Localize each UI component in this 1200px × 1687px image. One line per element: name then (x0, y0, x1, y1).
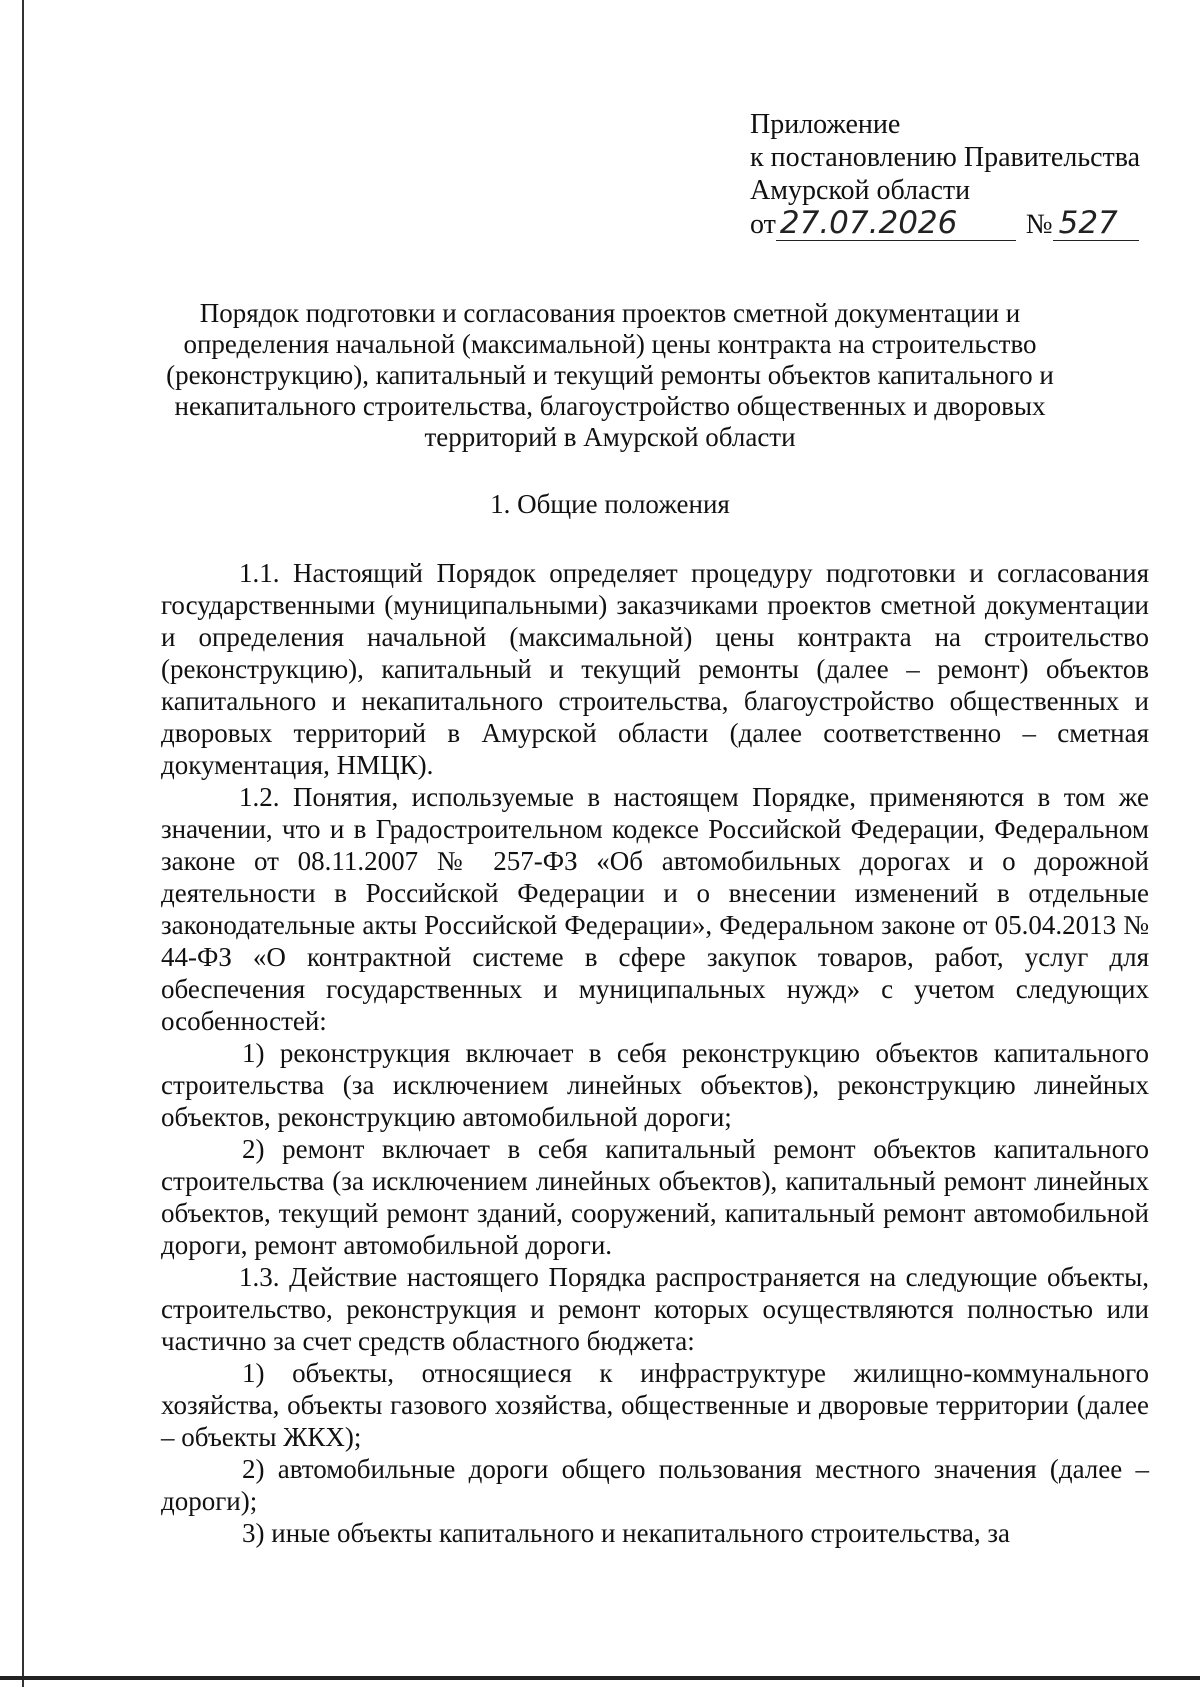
list-item: 2) автомобильные дороги общего пользования местного значения (далее – дороги); (161, 1454, 1149, 1516)
page-left-edge (22, 0, 24, 1687)
date-number-row (750, 207, 1140, 241)
document-body (161, 557, 1149, 1549)
appendix-label: Приложение (750, 109, 901, 140)
list-item: 2) ремонт включает в себя капитальный ремонт объектов капитального строительства (за исключением линейных объектов), капитальный ремонт линейных объектов, текущий ремонт зданий, сооружений, капитальный ремонт автомобильной дороги, ремонт автомобильной дороги. (161, 1134, 1149, 1260)
page-bottom-edge (0, 1676, 1200, 1680)
paragraph-1-1: 1.1. Настоящий Порядок определяет процедуру подготовки и согласования государственными (муниципальными) заказчиками проектов сметной документации и определения начальной (максимальной) цены контракта на строительство (реконструкцию), капитальный и текущий ремонты (далее – ремонт) объектов капитального и некапитального строительства, благоустройство общественных и дворовых территорий в Амурской области (далее соответственно – сметная документация, НМЦК). (161, 558, 1149, 780)
list-item: 1) реконструкция включает в себя реконструкцию объектов капитального строительства (за исключением линейных объектов), реконструкцию линейных объектов, реконструкцию автомобильной дороги; (161, 1038, 1149, 1132)
list-item: 1) объекты, относящиеся к инфраструктуре жилищно-коммунального хозяйства, объекты газового хозяйства, общественные и дворовые территории (далее – объекты ЖКХ); (161, 1358, 1149, 1452)
section-heading: 1. Общие положения (490, 489, 730, 519)
appendix-header (750, 108, 1140, 241)
paragraph-1-2: 1.2. Понятия, используемые в настоящем Порядке, применяются в том же значении, что и в Градостроительном кодексе Российской Федерации, Федеральном законе от 08.11.2007 № 257-ФЗ «Об автомобильных дорогах и о дорожной деятельности в Российской Федерации и о внесении изменений в отдельные законодательные акты Российской Федерации», Федеральном законе от 05.04.2013 № 44-ФЗ «О контрактной системе в сфере закупок товаров, работ, услуг для обеспечения государственных и муниципальных нужд» с учетом следующих особенностей: (161, 782, 1149, 1036)
appendix-region: Амурской области (750, 175, 971, 206)
date-prefix: от (750, 209, 776, 240)
handwritten-number: 527 (1053, 207, 1139, 241)
document-title: Порядок подготовки и согласования проектов сметной документации и определения начальной (максимальной) цены контракта на строительство (реконструкцию), капитальный и текущий ремонты объектов капитального и некапитального строительства, благоустройство общественных и дворовых территорий в Амурской области (166, 298, 1054, 452)
number-label: № (1025, 209, 1053, 240)
appendix-resolution: к постановлению Правительства (750, 142, 1141, 173)
paragraph-1-3: 1.3. Действие настоящего Порядка распространяется на следующие объекты, строительство, реконструкция и ремонт которых осуществляются полностью или частично за счет средств областного бюджета: (161, 1262, 1149, 1356)
list-item: 3) иные объекты капитального и некапитального строительства, за (242, 1518, 1010, 1548)
handwritten-date: 27.07.2026 (776, 207, 1016, 241)
